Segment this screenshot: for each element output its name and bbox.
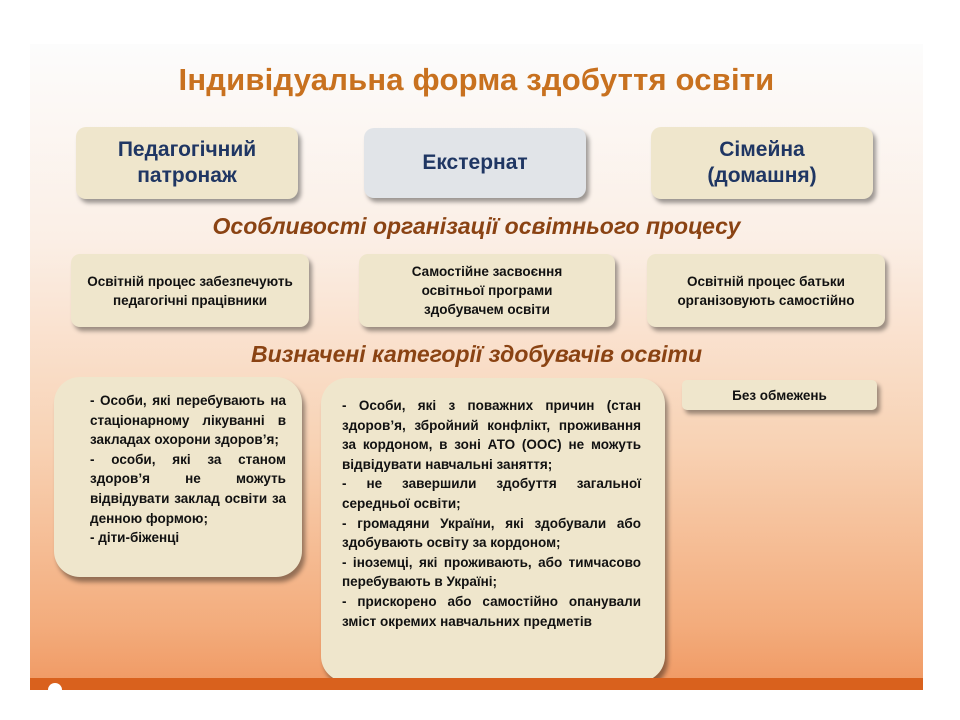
- form-label-family: Сімейна (домашня): [707, 138, 817, 187]
- slide-corner-mark: [48, 683, 62, 690]
- feature-text-external: Самостійне засвоєння освітньої програми здобувачем освіти: [411, 264, 563, 317]
- category-box-external: [321, 378, 665, 682]
- feature-box-patronage: [71, 254, 309, 327]
- list-item: - не завершили здобуття загальної середньої освіти;: [342, 476, 641, 511]
- form-box-external: [364, 128, 586, 198]
- list-item: - прискорено або самостійно опанували зміст окремих навчальних предметів: [342, 593, 641, 629]
- feature-text-family: Освітній процес батьки організовують самостійно: [677, 273, 855, 308]
- feature-box-external: [359, 254, 615, 327]
- category-box-patronage: [54, 377, 302, 577]
- list-item: - особи, які за станом здоров’я не можуть відвідувати заклад освіти за денною формою;: [90, 451, 286, 526]
- category-list-patronage: [90, 391, 286, 548]
- category-text-family: Без обмежень: [732, 387, 827, 403]
- list-item: - Особи, які перебувають на стаціонарному лікуванні в закладах охорони здоров’я;: [90, 393, 286, 448]
- features-heading: Особливості організації освітнього процесу: [212, 213, 741, 239]
- categories-heading: Визначені категорії здобувачів освіти: [250, 341, 703, 367]
- slide: [30, 44, 923, 690]
- list-item: - громадяни України, які здобували або здобувають освіту за кордоном;: [342, 515, 641, 551]
- category-list-external: [342, 396, 641, 631]
- feature-text-patronage: Освітній процес забезпечують педагогічні працівники: [87, 273, 293, 308]
- bottom-accent-bar: [30, 678, 923, 690]
- form-label-patronage: Педагогічний патронаж: [117, 138, 257, 187]
- feature-box-family: [647, 254, 885, 327]
- list-item: - Особи, які з поважних причин (стан здоров’я, збройний конфлікт, проживання за кордоном, в зоні АТО (ООС) не можуть відвідувати навчальні заняття;: [342, 398, 641, 472]
- list-item: - діти-біженці: [90, 530, 180, 546]
- form-box-family: [651, 127, 873, 199]
- form-label-external: Екстернат: [422, 151, 528, 174]
- form-box-patronage: [76, 127, 298, 199]
- category-box-family: [682, 380, 877, 410]
- list-item: - іноземці, які проживають, або тимчасово перебувають в Україні;: [342, 554, 641, 590]
- slide-title: Індивідуальна форма здобуття освіти: [178, 62, 775, 97]
